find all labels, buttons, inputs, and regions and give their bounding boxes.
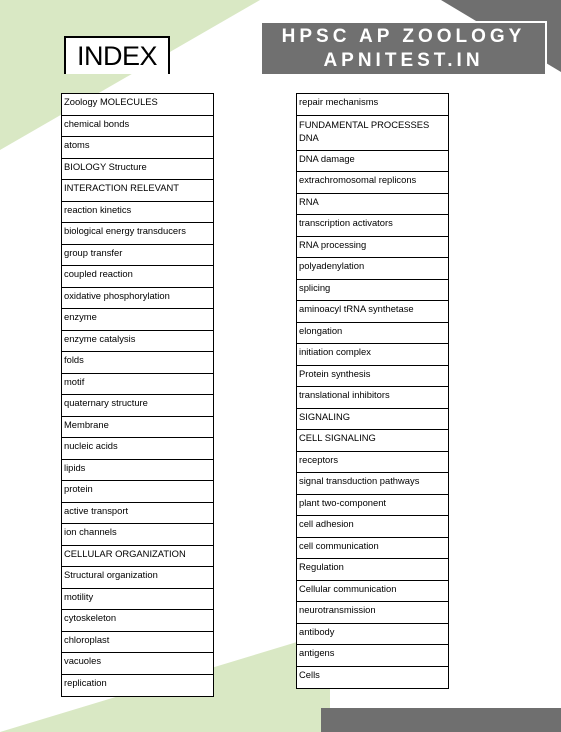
header-title: HPSC AP ZOOLOGY	[281, 25, 526, 47]
index-entry: splicing	[297, 280, 448, 302]
index-entry: Zoology MOLECULES	[62, 94, 213, 116]
index-entry: extrachromosomal replicons	[297, 172, 448, 194]
index-entry: active transport	[62, 503, 213, 525]
index-entry: initiation complex	[297, 344, 448, 366]
index-entry: nucleic acids	[62, 438, 213, 460]
index-entry: SIGNALING	[297, 409, 448, 431]
index-entry: RNA	[297, 194, 448, 216]
index-entry: protein	[62, 481, 213, 503]
index-entry: CELL SIGNALING	[297, 430, 448, 452]
index-entry: cytoskeleton	[62, 610, 213, 632]
index-entry: folds	[62, 352, 213, 374]
index-entry: chemical bonds	[62, 116, 213, 138]
index-entry: replication	[64, 676, 107, 688]
index-entry: antibody	[297, 624, 448, 646]
index-entry: Protein synthesis	[297, 366, 448, 388]
index-entry: neurotransmission	[297, 602, 448, 624]
index-entry: Membrane	[62, 417, 213, 439]
index-entry: cell adhesion	[297, 516, 448, 538]
index-entry: BIOLOGY Structure	[62, 159, 213, 181]
index-right-column	[296, 93, 449, 689]
index-entry: translational inhibitors	[297, 387, 448, 409]
index-entry: reaction kinetics	[62, 202, 213, 224]
index-title: INDEX	[76, 40, 158, 71]
index-left-column	[61, 93, 214, 697]
index-entry: quaternary structure	[62, 395, 213, 417]
index-entry: polyadenylation	[297, 258, 448, 280]
index-entry: antigens	[297, 645, 448, 667]
index-entry: Cellular communication	[297, 581, 448, 603]
index-entry: motility	[62, 589, 213, 611]
index-entry: INTERACTION RELEVANT	[62, 180, 213, 202]
index-entry: chloroplast	[62, 632, 213, 654]
header-website: APNITEST.IN	[323, 49, 484, 71]
index-entry: RNA processing	[297, 237, 448, 259]
index-entry: CELLULAR ORGANIZATION	[62, 546, 213, 568]
index-entry: receptors	[297, 452, 448, 474]
index-entry: repair mechanisms	[297, 94, 448, 116]
index-entry: enzyme	[62, 309, 213, 331]
index-entry: Structural organization	[62, 567, 213, 589]
index-entry: biological energy transducers	[62, 223, 213, 245]
index-entry: elongation	[297, 323, 448, 345]
index-entry: cell communication	[297, 538, 448, 560]
index-entry: group transfer	[62, 245, 213, 267]
decorative-grey-corner-bottom	[321, 708, 561, 732]
index-entry: transcription activators	[297, 215, 448, 237]
index-entry: ion channels	[62, 524, 213, 546]
index-entry: signal transduction pathways	[297, 473, 448, 495]
index-entry: atoms	[62, 137, 213, 159]
index-title-box	[64, 36, 170, 74]
index-entry: plant two-component	[297, 495, 448, 517]
index-entry: DNA damage	[297, 151, 448, 173]
index-entry: vacuoles	[62, 653, 213, 675]
index-entry: aminoacyl tRNA synthetase	[297, 301, 448, 323]
index-entry: oxidative phosphorylation	[62, 288, 213, 310]
index-entry: enzyme catalysis	[62, 331, 213, 353]
index-entry: Regulation	[297, 559, 448, 581]
header-banner	[260, 21, 547, 76]
index-entry: FUNDAMENTAL PROCESSES DNA	[297, 116, 448, 151]
index-entry: motif	[62, 374, 213, 396]
index-entry: lipids	[62, 460, 213, 482]
index-entry: Cells	[299, 668, 320, 680]
index-entry: coupled reaction	[62, 266, 213, 288]
